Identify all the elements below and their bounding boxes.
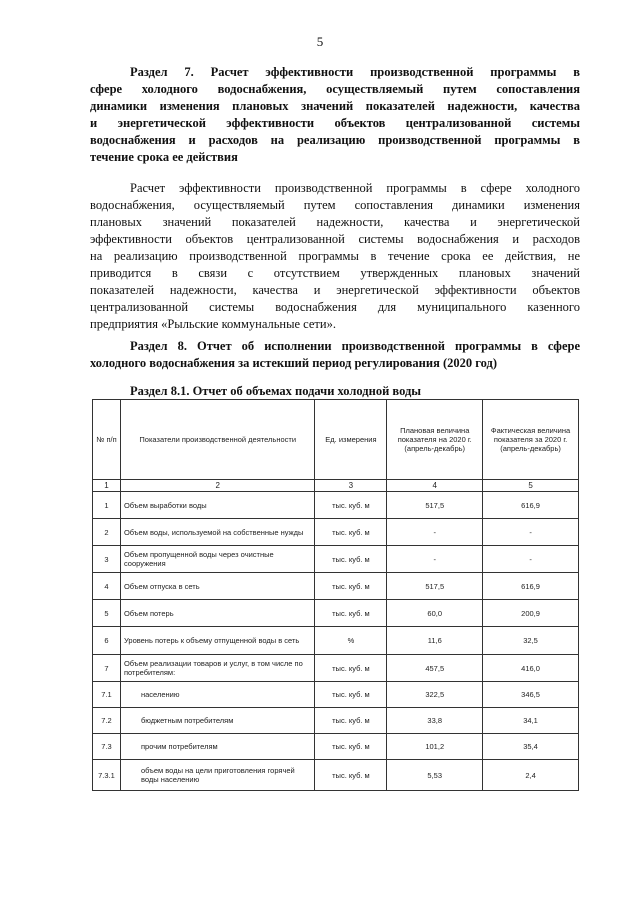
section-8-title-line: холодного водоснабжения за истекший период регулирования (2020 год) xyxy=(90,356,497,370)
table-row xyxy=(93,682,579,708)
actual-value-cell: - xyxy=(483,519,579,546)
planned-value-cell: 101,2 xyxy=(387,734,483,760)
actual-value-cell: 2,4 xyxy=(483,760,579,791)
row-number-cell: 4 xyxy=(93,573,121,600)
planned-value-cell: 457,5 xyxy=(387,655,483,682)
row-number-cell: 1 xyxy=(93,492,121,519)
section-7-body-line: водоснабжения, осуществляемый путем сопоставления динамики изменения xyxy=(90,198,580,212)
section-7-body-line: централизованной системы водоснабжения для муниципального казенного xyxy=(90,300,580,314)
column-index: 3 xyxy=(315,480,387,492)
table-row xyxy=(93,760,579,791)
column-index: 5 xyxy=(483,480,579,492)
section-7-title-line: течение срока ее действия xyxy=(90,150,238,164)
row-number-cell: 6 xyxy=(93,627,121,655)
table-row xyxy=(93,573,579,600)
planned-value-cell: 322,5 xyxy=(387,682,483,708)
header-actual: Фактическая величина показателя за 2020 г. (апрель-декабрь) xyxy=(483,400,579,480)
section-7-title-line: и энергетической эффективности объектов централизованной системы xyxy=(90,116,580,130)
actual-value-cell: 616,9 xyxy=(483,573,579,600)
indicator-cell: объем воды на цели приготовления горячей воды населению xyxy=(120,760,315,791)
row-number-cell: 5 xyxy=(93,600,121,627)
header-planned: Плановая величина показателя на 2020 г. (апрель-декабрь) xyxy=(387,400,483,480)
section-7-title-line: Раздел 7. Расчет эффективности производственной программы в xyxy=(130,65,580,79)
unit-cell: тыс. куб. м xyxy=(315,708,387,734)
section-7-body-line: приводится в связи с отсутствием утвержденных плановых значений xyxy=(90,266,580,280)
unit-cell: тыс. куб. м xyxy=(315,655,387,682)
actual-value-cell: - xyxy=(483,546,579,573)
indicator-cell: Уровень потерь к объему отпущенной воды в сеть xyxy=(120,627,315,655)
planned-value-cell: 11,6 xyxy=(387,627,483,655)
section-7-body-line: предприятия «Рыльские коммунальные сети». xyxy=(90,317,336,331)
unit-cell: тыс. куб. м xyxy=(315,734,387,760)
section-8-title-line: Раздел 8. Отчет об исполнении производственной программы в сфере xyxy=(130,339,580,353)
planned-value-cell: 5,53 xyxy=(387,760,483,791)
unit-cell: тыс. куб. м xyxy=(315,492,387,519)
unit-cell: тыс. куб. м xyxy=(315,546,387,573)
section-7-body-line: показателей надежности, качества и энергетической эффективности объектов xyxy=(90,283,580,297)
section-7-body-line: Расчет эффективности производственной программы в сфере холодного xyxy=(130,181,580,195)
planned-value-cell: 33,8 xyxy=(387,708,483,734)
column-index-row xyxy=(93,480,579,492)
row-number-cell: 7 xyxy=(93,655,121,682)
page-number: 5 xyxy=(316,34,324,49)
section-7-title-line: водоснабжения и расходов на реализацию производственной программы в xyxy=(90,133,580,147)
actual-value-cell: 416,0 xyxy=(483,655,579,682)
actual-value-cell: 35,4 xyxy=(483,734,579,760)
table-row xyxy=(93,600,579,627)
row-number-cell: 7.1 xyxy=(93,682,121,708)
table-row xyxy=(93,546,579,573)
row-number-cell: 2 xyxy=(93,519,121,546)
actual-value-cell: 34,1 xyxy=(483,708,579,734)
planned-value-cell: - xyxy=(387,519,483,546)
table-row xyxy=(93,708,579,734)
indicator-cell: Объем реализации товаров и услуг, в том числе по потребителям: xyxy=(120,655,315,682)
indicator-cell: прочим потребителям xyxy=(120,734,315,760)
water-supply-report-table xyxy=(92,399,579,791)
actual-value-cell: 200,9 xyxy=(483,600,579,627)
indicator-cell: Объем воды, используемой на собственные нужды xyxy=(120,519,315,546)
planned-value-cell: 60,0 xyxy=(387,600,483,627)
header-unit: Ед. измерения xyxy=(315,400,387,480)
unit-cell: тыс. куб. м xyxy=(315,573,387,600)
section-8-1-title: Раздел 8.1. Отчет об объемах подачи холодной воды xyxy=(130,384,422,398)
table-body xyxy=(93,492,579,791)
section-7-title-line: сфере холодного водоснабжения, осуществляемый путем сопоставления xyxy=(90,82,580,96)
indicator-cell: населению xyxy=(120,682,315,708)
section-7-body-line: на реализацию производственной программы в течение срока ее действия, не xyxy=(90,249,580,263)
indicator-cell: Объем пропущенной воды через очистные сооружения xyxy=(120,546,315,573)
section-7-body-line: эффективности объектов централизованной системы водоснабжения и расходов xyxy=(90,232,580,246)
planned-value-cell: - xyxy=(387,546,483,573)
planned-value-cell: 517,5 xyxy=(387,573,483,600)
row-number-cell: 7.3 xyxy=(93,734,121,760)
row-number-cell: 7.3.1 xyxy=(93,760,121,791)
row-number-cell: 7.2 xyxy=(93,708,121,734)
table-row xyxy=(93,734,579,760)
row-number-cell: 3 xyxy=(93,546,121,573)
header-num: № п/п xyxy=(93,400,121,480)
section-7-body xyxy=(90,180,580,333)
planned-value-cell: 517,5 xyxy=(387,492,483,519)
section-7-body-line: плановых значений показателей надежности, качества и энергетической xyxy=(90,215,580,229)
actual-value-cell: 32,5 xyxy=(483,627,579,655)
column-index: 4 xyxy=(387,480,483,492)
unit-cell: тыс. куб. м xyxy=(315,682,387,708)
column-index: 1 xyxy=(93,480,121,492)
header-indicator: Показатели производственной деятельности xyxy=(120,400,315,480)
section-7-title-line: динамики изменения плановых значений показателей надежности, качества xyxy=(90,99,580,113)
indicator-cell: бюджетным потребителям xyxy=(120,708,315,734)
unit-cell: тыс. куб. м xyxy=(315,519,387,546)
section-8-title xyxy=(90,338,580,372)
indicator-cell: Объем потерь xyxy=(120,600,315,627)
unit-cell: % xyxy=(315,627,387,655)
table-row xyxy=(93,492,579,519)
table-header-row xyxy=(93,400,579,480)
table-row xyxy=(93,627,579,655)
indicator-cell: Объем отпуска в сеть xyxy=(120,573,315,600)
indicator-cell: Объем выработки воды xyxy=(120,492,315,519)
table-row xyxy=(93,655,579,682)
actual-value-cell: 616,9 xyxy=(483,492,579,519)
unit-cell: тыс. куб. м xyxy=(315,600,387,627)
actual-value-cell: 346,5 xyxy=(483,682,579,708)
unit-cell: тыс. куб. м xyxy=(315,760,387,791)
column-index: 2 xyxy=(120,480,315,492)
table-row xyxy=(93,519,579,546)
section-7-title xyxy=(90,64,580,166)
